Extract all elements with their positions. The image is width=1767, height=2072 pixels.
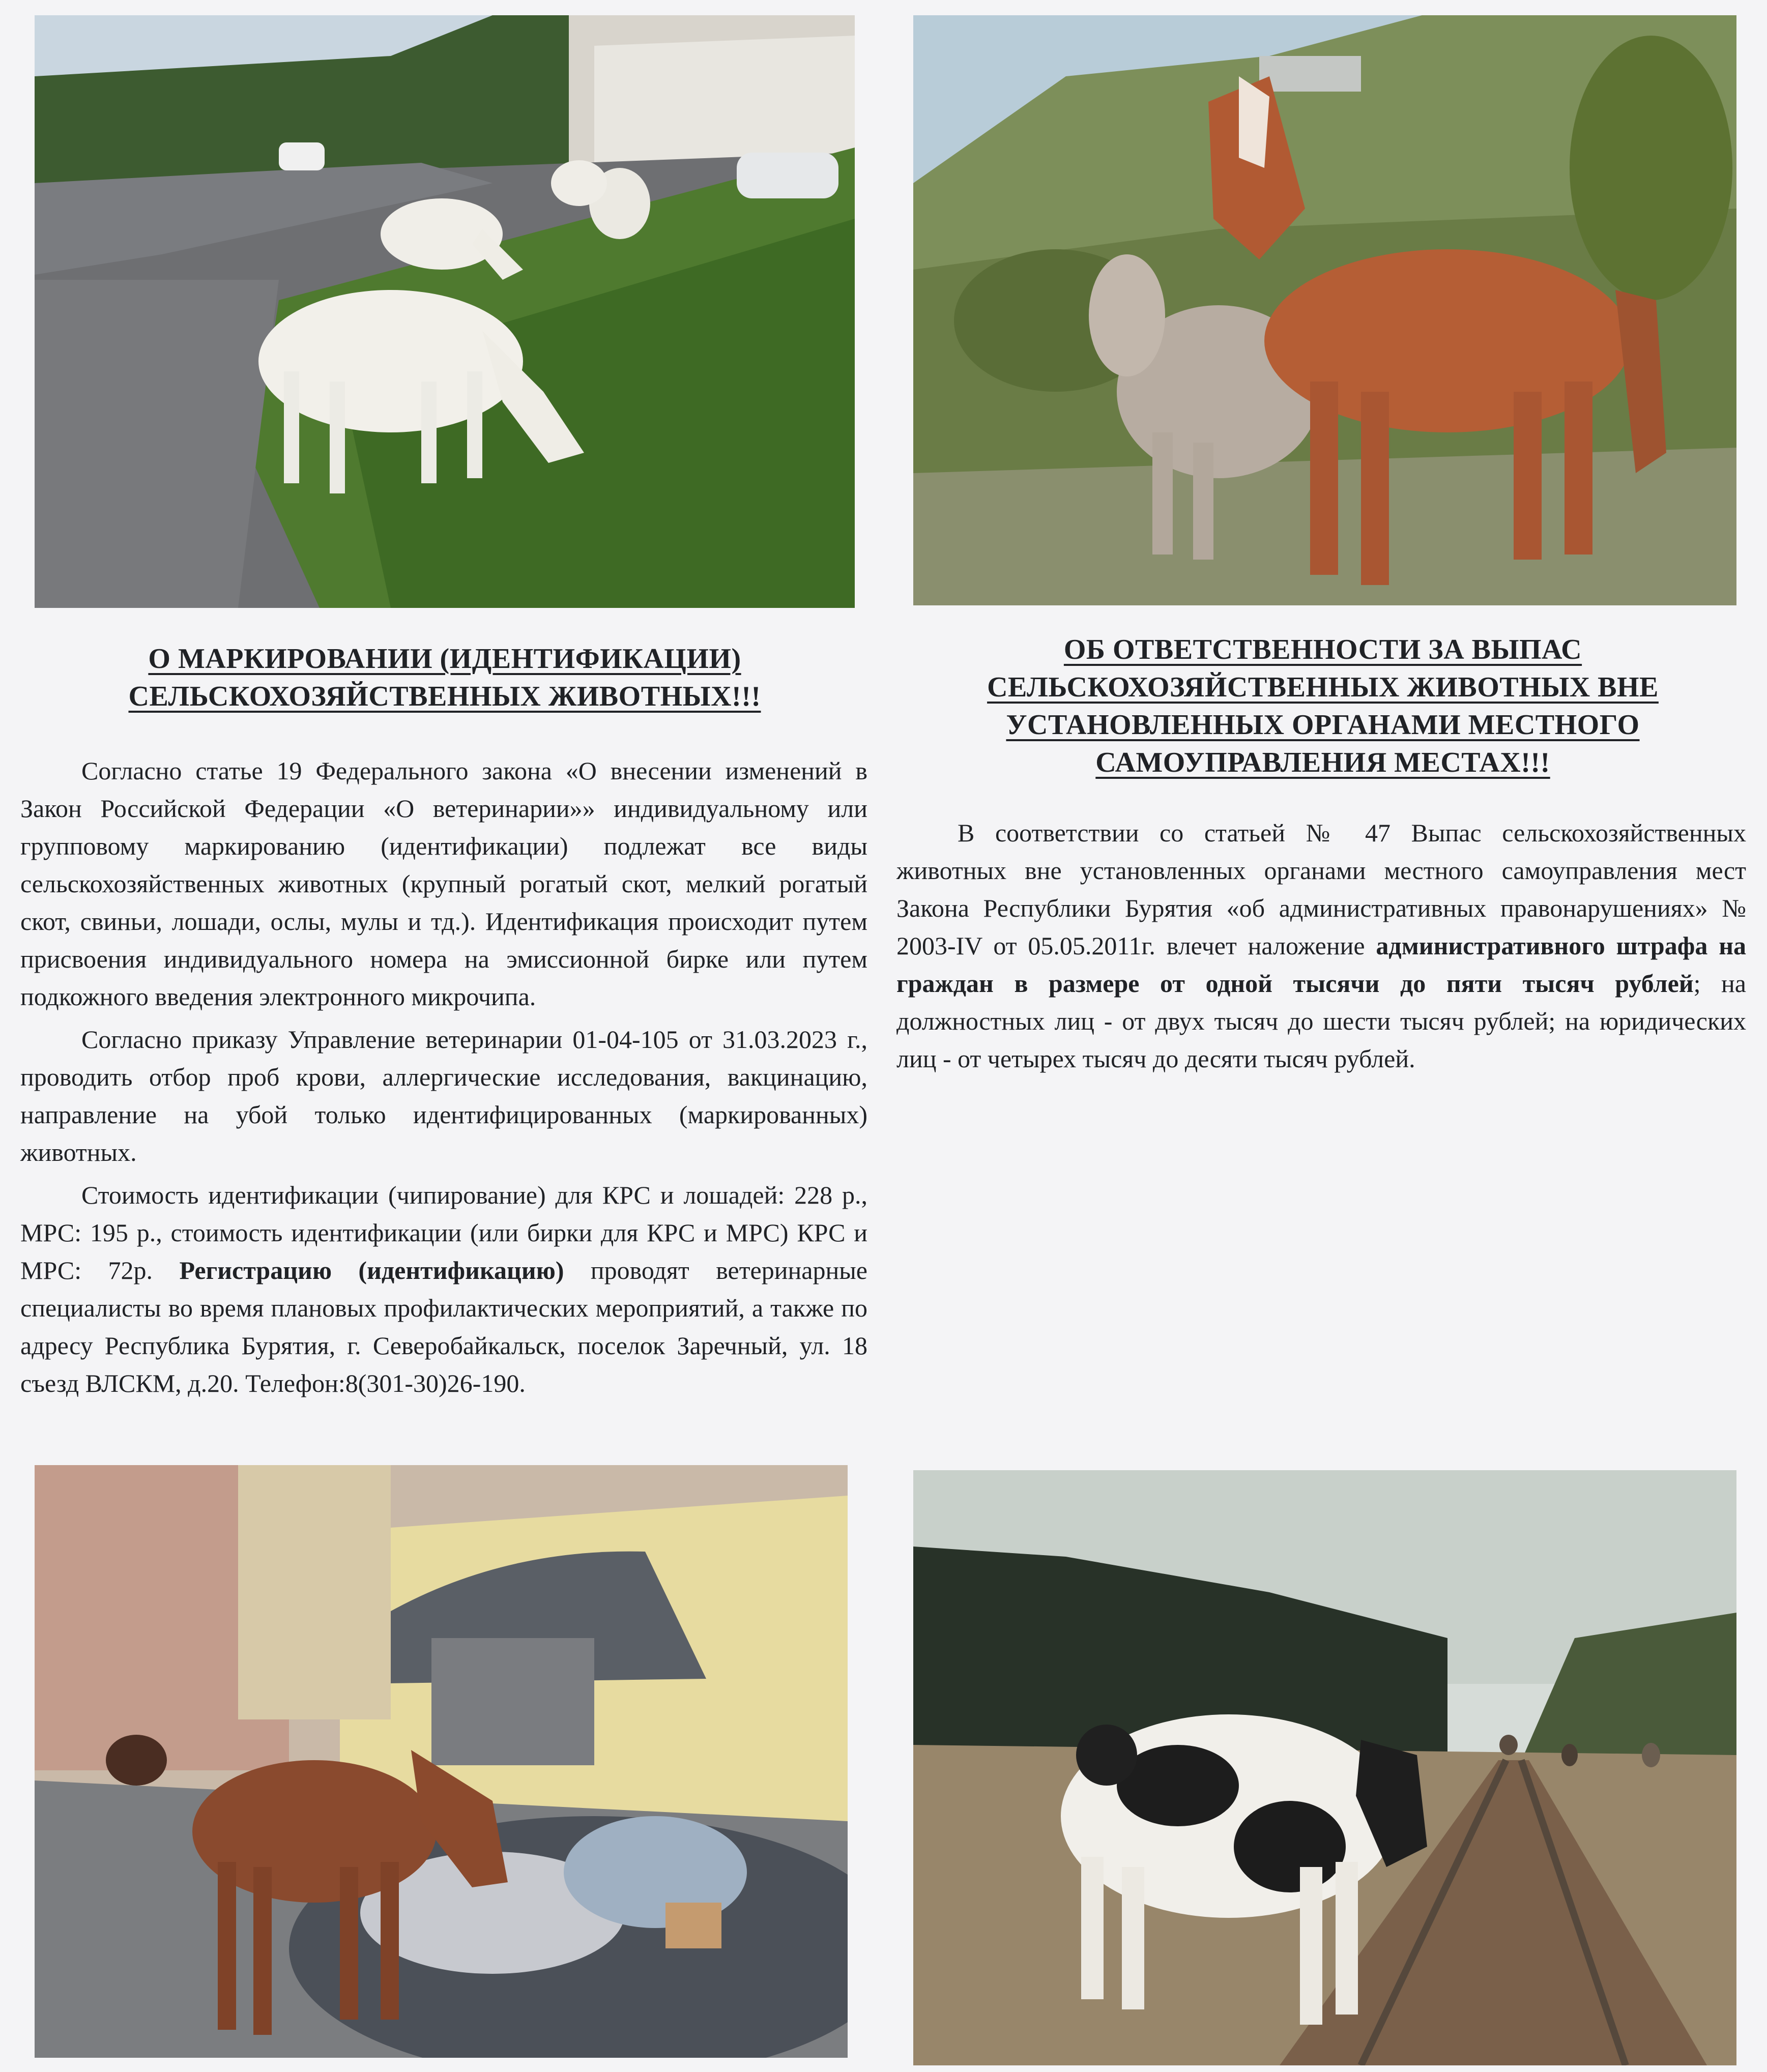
right-paragraph-1-text-b: ; на должностных лиц - от двух тысяч до шести тысяч рублей; на юридических лиц - от четырех тысяч до десяти тысяч рублей. bbox=[896, 969, 1746, 1073]
right-title-line-2: СЕЛЬСКОХОЗЯЙСТВЕННЫХ ЖИВОТНЫХ ВНЕ bbox=[987, 672, 1659, 703]
left-paragraph-1: Согласно статье 19 Федерального закона «О внесении изменений в Закон Российской Федерации «О ветеринарии»» индивидуальному или групповому маркированию (идентификации) подлежат все виды сельскохозяйственных животных (крупный рогатый скот, мелкий рогатый скот, свиньи, лошади, ослы, мулы и тд.). Идентификация происходит путем присвоения индивидуального номера на эмиссионной бирке или путем подкожного введения электронного микрочипа. bbox=[20, 756, 867, 1011]
right-title-line-4: САМОУПРАВЛЕНИЯ МЕСТАХ!!! bbox=[1095, 747, 1550, 778]
right-paragraph-1 bbox=[896, 814, 1746, 1077]
right-title-line-3: УСТАНОВЛЕННЫХ ОРГАНАМИ МЕСТНОГО bbox=[1006, 709, 1640, 741]
right-paragraph-1-bold: административного штрафа на граждан в размере от одной тысячи до пяти тысяч рублей bbox=[896, 931, 1746, 998]
right-title bbox=[895, 631, 1750, 781]
right-title-line-1: ОБ ОТВЕТСТВЕННОСТИ ЗА ВЫПАС bbox=[1063, 634, 1582, 665]
left-paragraph-2: Согласно приказу Управление ветеринарии 01-04-105 от 31.03.2023 г., проводить отбор проб крови, аллергические исследования, вакцинацию, направление на убой только идентифицированных (маркированных) животных. bbox=[20, 1025, 867, 1166]
left-body-text bbox=[20, 752, 867, 1407]
right-paragraph-1-text-a: В соответствии со статьей № 47 Выпас сельскохозяйственных животных вне установленных органами местного самоуправления мест Закона Республики Бурятия «об административных правонарушениях» № 2003-IV от 05.05.2011г. влечет наложение bbox=[896, 819, 1746, 960]
right-body-text bbox=[896, 814, 1746, 1083]
photo-goats-roadside bbox=[35, 15, 855, 608]
left-title bbox=[35, 640, 855, 715]
left-title-line-1: О МАРКИРОВАНИИ (ИДЕНТИФИКАЦИИ) bbox=[148, 643, 741, 675]
left-paragraph-3-text-b: проводят ветеринарные специалисты во время плановых профилактических мероприятий, а также по адресу Республика Бурятия, г. Северобайкальск, поселок Заречный, ул. 18 съезд ВЛСКМ, д.20. Телефон:8(301-30)26-190. bbox=[20, 1256, 867, 1397]
photo-horse-at-garbage bbox=[35, 1465, 848, 2058]
photo-cow-and-foal bbox=[913, 15, 1736, 605]
left-paragraph-3 bbox=[20, 1176, 867, 1402]
left-paragraph-3-text-a: Стоимость идентификации (чипирование) для КРС и лошадей: 228 р., МРС: 195 р., стоимость идентификации (или бирки для КРС и МРС) КРС и МРС: 72р. bbox=[20, 1181, 867, 1285]
photo-cow-on-railway bbox=[913, 1470, 1736, 2065]
left-paragraph-3-bold: Регистрацию (идентификацию) bbox=[179, 1256, 564, 1285]
left-title-line-2: СЕЛЬСКОХОЗЯЙСТВЕННЫХ ЖИВОТНЫХ!!! bbox=[128, 681, 761, 712]
